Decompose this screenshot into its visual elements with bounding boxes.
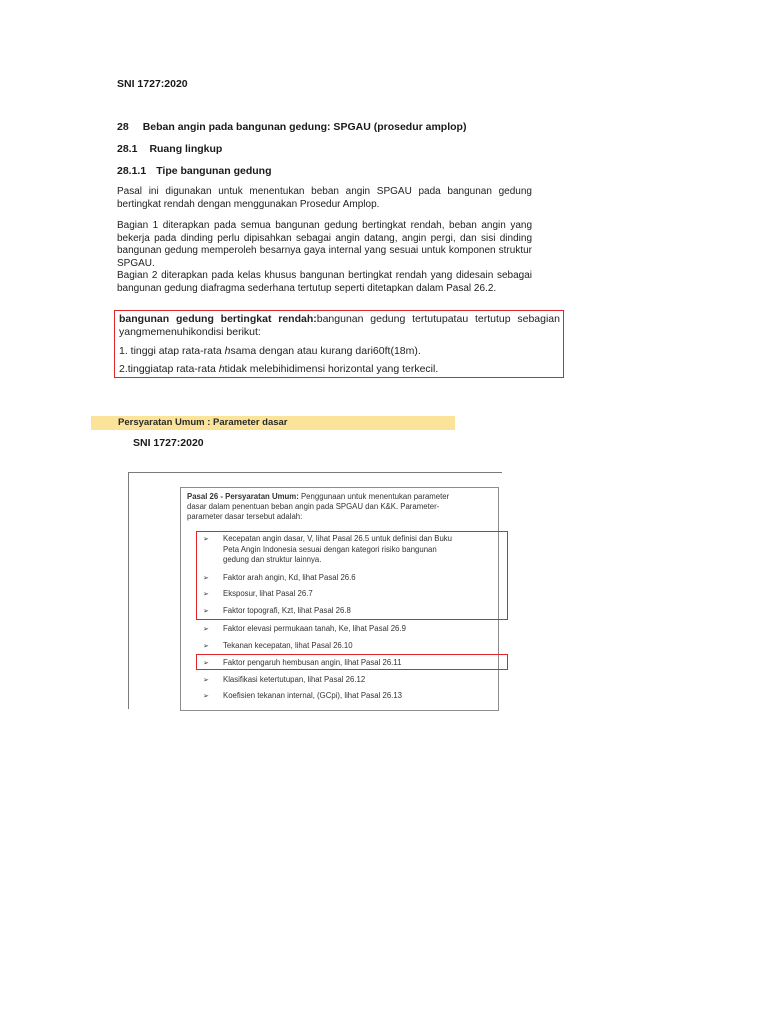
- list-item: ➢ Kecepatan angin dasar, V, lihat Pasal 26.5 untuk definisi dan Buku Peta Angin Indonesia sesuai dengan kategori risiko bangunan gedung dan struktur lainnya.: [203, 534, 453, 564]
- bullet-arrow-icon: ➢: [203, 643, 209, 650]
- paragraph-3: Bagian 2 diterapkan pada kelas khusus bangunan bertingkat rendah yang didesain sebagai bangunan gedung diafragma sederhana tertutup seperti ditetapkan dalam Pasal 26.2.: [117, 270, 532, 294]
- section-number: 28.1.1: [117, 165, 147, 177]
- definition-line-2: yangmemenuhikondisi berikut:: [119, 326, 261, 338]
- doc-code: SNI 1727:2020: [117, 78, 188, 90]
- section-28-heading: [117, 121, 466, 133]
- list-item: ➢ Faktor topografi, Kzt, lihat Pasal 26.8: [203, 606, 351, 615]
- paragraph-1: Pasal ini digunakan untuk menentukan beban angin SPGAU pada bangunan gedung bertingkat rendah dengan menggunakan Prosedur Amplop.: [117, 186, 532, 210]
- band-label: Persyaratan Umum : Parameter dasar: [118, 417, 288, 428]
- list-item: ➢ Faktor pengaruh hembusan angin, lihat Pasal 26.11: [203, 658, 402, 667]
- lower-intro: [187, 492, 495, 522]
- bullet-arrow-icon: ➢: [203, 536, 209, 543]
- section-28-1-1-heading: [117, 165, 272, 177]
- section-title: Tipe bangunan gedung: [156, 165, 272, 177]
- bullet-arrow-icon: ➢: [203, 626, 209, 633]
- section-title: Ruang lingkup: [149, 143, 223, 155]
- definition-text: [119, 313, 560, 376]
- bullet-arrow-icon: ➢: [203, 677, 209, 684]
- section-title: Beban angin pada bangunan gedung: SPGAU (prosedur amplop): [142, 121, 467, 133]
- definition-term: bangunan gedung bertingkat rendah:: [119, 313, 317, 325]
- bullet-arrow-icon: ➢: [203, 591, 209, 598]
- list-item: ➢ Tekanan kecepatan, lihat Pasal 26.10: [203, 641, 353, 650]
- list-item: ➢ Faktor arah angin, Kd, lihat Pasal 26.6: [203, 573, 356, 582]
- intro-bold: Pasal 26 - Persyaratan Umum:: [187, 492, 299, 501]
- frame-top-line: [128, 472, 502, 473]
- definition-rest: bangunan gedung tertutupatau tertutup sebagian: [316, 313, 560, 325]
- definition-item-1: 1. tinggi atap rata-rata hsama dengan atau kurang dari60ft(18m).: [119, 345, 421, 357]
- lower-intro-line-1: Pasal 26 - Persyaratan Umum: Penggunaan untuk menentukan parameter: [187, 492, 450, 501]
- lower-intro-line-2: dasar dalam penentuan beban angin pada SPGAU dan K&K. Parameter-: [187, 502, 440, 511]
- section-number: 28: [117, 121, 129, 133]
- bullet-arrow-icon: ➢: [203, 660, 209, 667]
- list-item: ➢ Koefisien tekanan internal, (GCpi), lihat Pasal 26.13: [203, 691, 402, 700]
- bullet-arrow-icon: ➢: [203, 693, 209, 700]
- list-item: ➢ Eksposur, lihat Pasal 26.7: [203, 589, 313, 598]
- bullet-arrow-icon: ➢: [203, 575, 209, 582]
- list-item: ➢ Klasifikasi ketertutupan, lihat Pasal 26.12: [203, 675, 366, 684]
- frame-left-line: [128, 472, 129, 709]
- paragraph-2: Bagian 1 diterapkan pada semua bangunan gedung bertingkat rendah, beban angin yang bekerja pada dinding perlu dipisahkan sebagai angin datang, angin pergi, dan sisi dinding bangunan gedung memperoleh besarnya gaya internal yang sesuai untuk komponen struktur SPGAU.: [117, 220, 532, 269]
- lower-doc-code: SNI 1727:2020: [133, 437, 204, 449]
- list-item: ➢ Faktor elevasi permukaan tanah, Ke, lihat Pasal 26.9: [203, 624, 406, 633]
- lower-intro-line-3: parameter dasar tersebut adalah:: [187, 512, 303, 521]
- bullet-arrow-icon: ➢: [203, 608, 209, 615]
- section-number: 28.1: [117, 143, 138, 155]
- definition-line-1: [119, 313, 560, 326]
- highlight-band: [91, 416, 455, 430]
- section-28-1-heading: [117, 143, 222, 155]
- definition-item-2: 2.tinggiatap rata-rata htidak melebihidimensi horizontal yang terkecil.: [119, 363, 439, 375]
